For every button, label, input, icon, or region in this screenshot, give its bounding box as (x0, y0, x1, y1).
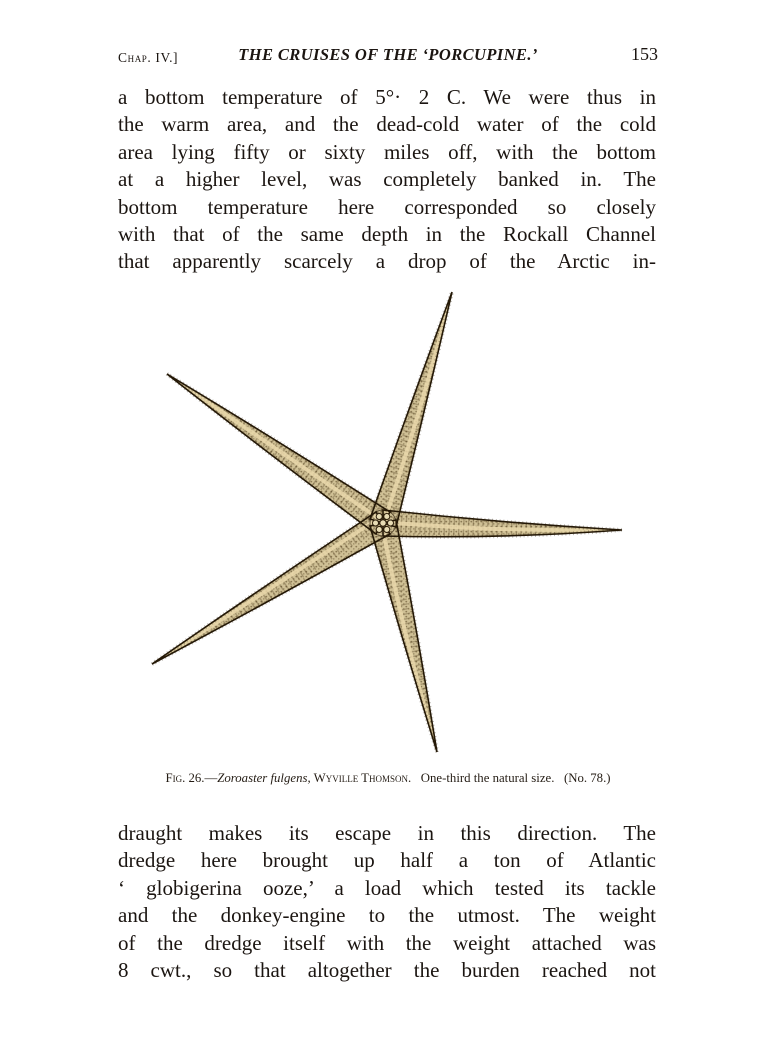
text-line: a bottom temperature of 5°· 2 C. We were thus in (118, 85, 656, 109)
paragraph-1 (118, 84, 656, 276)
text-line: area lying fifty or sixty miles off, with the bottom (118, 139, 656, 164)
caption-species: Zoroaster fulgens, (217, 771, 311, 785)
text-line: that apparently scarcely a drop of the Arctic in- (118, 249, 656, 274)
text-line: dredge here brought up half a ton of Atlantic (118, 848, 656, 873)
text-line: the warm area, and the dead-cold water of the cold (118, 112, 656, 137)
page-number: 153 (631, 44, 658, 64)
text-line: and the donkey-engine to the utmost. The weight (118, 903, 656, 928)
text-line: at a higher level, was completely banked in. The (118, 167, 656, 192)
text-line: of the dredge itself with the weight attached was (118, 930, 656, 955)
figure-caption (0, 771, 776, 786)
starfish-illustration (110, 282, 670, 767)
caption-scale: One-third the natural size. (411, 771, 555, 785)
text-line: ‘ globigerina ooze,’ a load which tested its tackle (118, 875, 656, 900)
caption-author: Wyville Thomson. (310, 771, 412, 785)
figure-area (110, 282, 670, 767)
caption-number: (No. 78.) (554, 771, 611, 785)
chapter-heading: Chap. IV.] (118, 50, 179, 65)
running-title: THE CRUISES OF THE ‘PORCUPINE.’ (238, 45, 538, 64)
text-line: with that of the same depth in the Rockall Channel (118, 222, 656, 247)
starfish-outline (152, 292, 622, 752)
text-line: bottom temperature here corresponded so closely (118, 194, 656, 219)
paragraph-2 (118, 820, 656, 984)
text-line: draught makes its escape in this direction. The (118, 821, 656, 845)
text-line: 8 cwt., so that altogether the burden reached not (118, 958, 656, 983)
caption-fig-label: Fig. 26.— (165, 771, 218, 785)
